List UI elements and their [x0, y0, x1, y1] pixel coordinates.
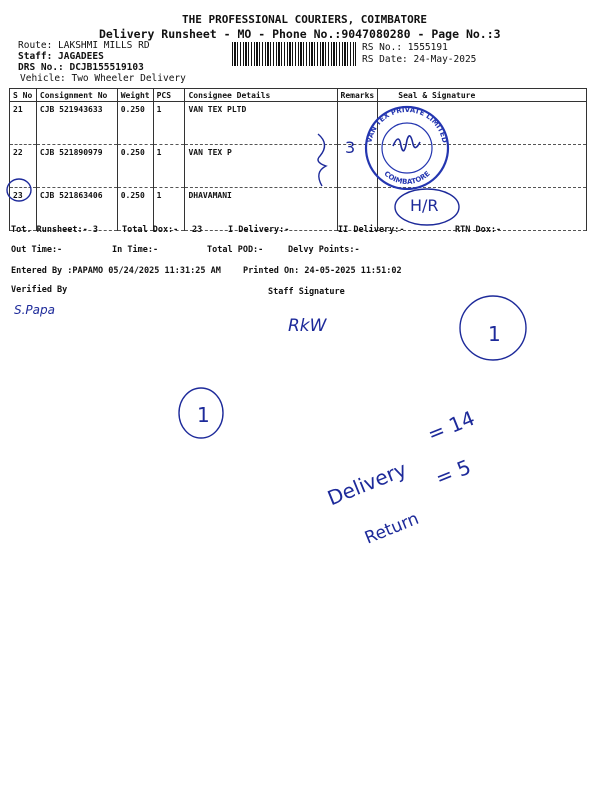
entered-by: Entered By :PAPAMO 05/24/2025 11:31:25 AM: [11, 266, 221, 276]
company-title: THE PROFESSIONAL COURIERS, COIMBATORE: [182, 13, 428, 26]
cell-consignment: CJB 521943633: [36, 102, 117, 145]
total-dox-label: Total Dox:-: [122, 225, 179, 235]
rtn-dox: RTN Dox:-: [455, 225, 502, 235]
drs-number: DRS No.: DCJB155519103: [18, 62, 144, 73]
in-time: In Time:-: [112, 245, 159, 255]
row2-handmark: 3: [345, 138, 356, 157]
cell-weight: 0.250: [117, 102, 153, 145]
col-header-remarks: Remarks: [337, 89, 378, 102]
i-delivery: I Delivery:-: [228, 225, 290, 235]
out-time: Out Time:-: [11, 245, 63, 255]
cell-sno: 22: [10, 145, 37, 188]
col-header-consignment: Consignment No: [36, 89, 117, 102]
cell-pcs: 1: [153, 102, 185, 145]
tot-runsheet: Tot. Runsheet:- 3: [11, 225, 98, 235]
rs-number: RS No.: 1555191: [362, 42, 448, 53]
cell-consignee: VAN TEX P: [185, 145, 337, 188]
ii-delivery: II Delivery:-: [338, 225, 405, 235]
col-header-seal: Seal & Signature: [378, 89, 587, 102]
col-header-consignee: Consignee Details: [185, 89, 337, 102]
staff-handwritten-signature: RkW: [288, 316, 327, 336]
runsheet-title: Delivery Runsheet - MO - Phone No.:9047080280 - Page No.:3: [99, 27, 501, 41]
col-header-pcs: PCS: [153, 89, 185, 102]
staff-text: Staff: JAGADEES: [18, 51, 104, 62]
delivery-note: Delivery: [324, 456, 410, 511]
cell-consignment: CJB 521890979: [36, 145, 117, 188]
verifier-signature: S.Papa: [14, 303, 55, 317]
return-count: = 5: [432, 454, 475, 491]
staff-signature-label: Staff Signature: [268, 287, 345, 297]
circled-one-right-text: 1: [488, 322, 501, 346]
cell-consignment: CJB 521863406: [36, 188, 117, 231]
cell-weight: 0.250: [117, 188, 153, 231]
cell-pcs: 1: [153, 145, 185, 188]
runsheet-table: [9, 88, 587, 231]
route-text: Route: LAKSHMI MILLS RD: [18, 40, 150, 51]
verified-by-label: Verified By: [11, 285, 68, 295]
company-seal: [355, 102, 459, 190]
rs-date: RS Date: 24-May-2025: [362, 54, 477, 65]
printed-on: Printed On: 24-05-2025 11:51:02: [243, 266, 402, 276]
table-row: [10, 102, 587, 145]
delvy-points: Delvy Points:-: [288, 245, 360, 255]
circled-one-left-text: 1: [197, 403, 210, 427]
table-row: [10, 145, 587, 188]
cell-sno: 23: [10, 188, 37, 231]
svg-text:COIMBATORE: [382, 170, 431, 187]
vehicle-text: Vehicle: Two Wheeler Delivery: [20, 73, 186, 84]
cell-pcs: 1: [153, 188, 185, 231]
col-header-sno: S No: [10, 89, 37, 102]
total-pod: Total POD:-: [207, 245, 264, 255]
row3-circle-mark: [4, 176, 36, 206]
col-header-weight: Weight: [117, 89, 153, 102]
cell-consignee: DHAVAMANI: [185, 188, 337, 231]
delivery-count: = 14: [424, 405, 479, 447]
table-header-row: [10, 89, 587, 102]
cell-weight: 0.250: [117, 145, 153, 188]
barcode: [232, 42, 356, 66]
seal-top-text: VAN TEX PRIVATE LIMITED: [365, 106, 449, 144]
seal-signature-scribble: [393, 136, 420, 151]
seal-bottom-text: COIMBATORE: [382, 169, 432, 187]
return-note: Return: [362, 508, 422, 549]
cell-consignee: VAN TEX PLTD: [185, 102, 337, 145]
row3-remark-hr: H/R: [410, 196, 439, 215]
cell-sno: 21: [10, 102, 37, 145]
total-dox-value: 23: [192, 225, 203, 235]
